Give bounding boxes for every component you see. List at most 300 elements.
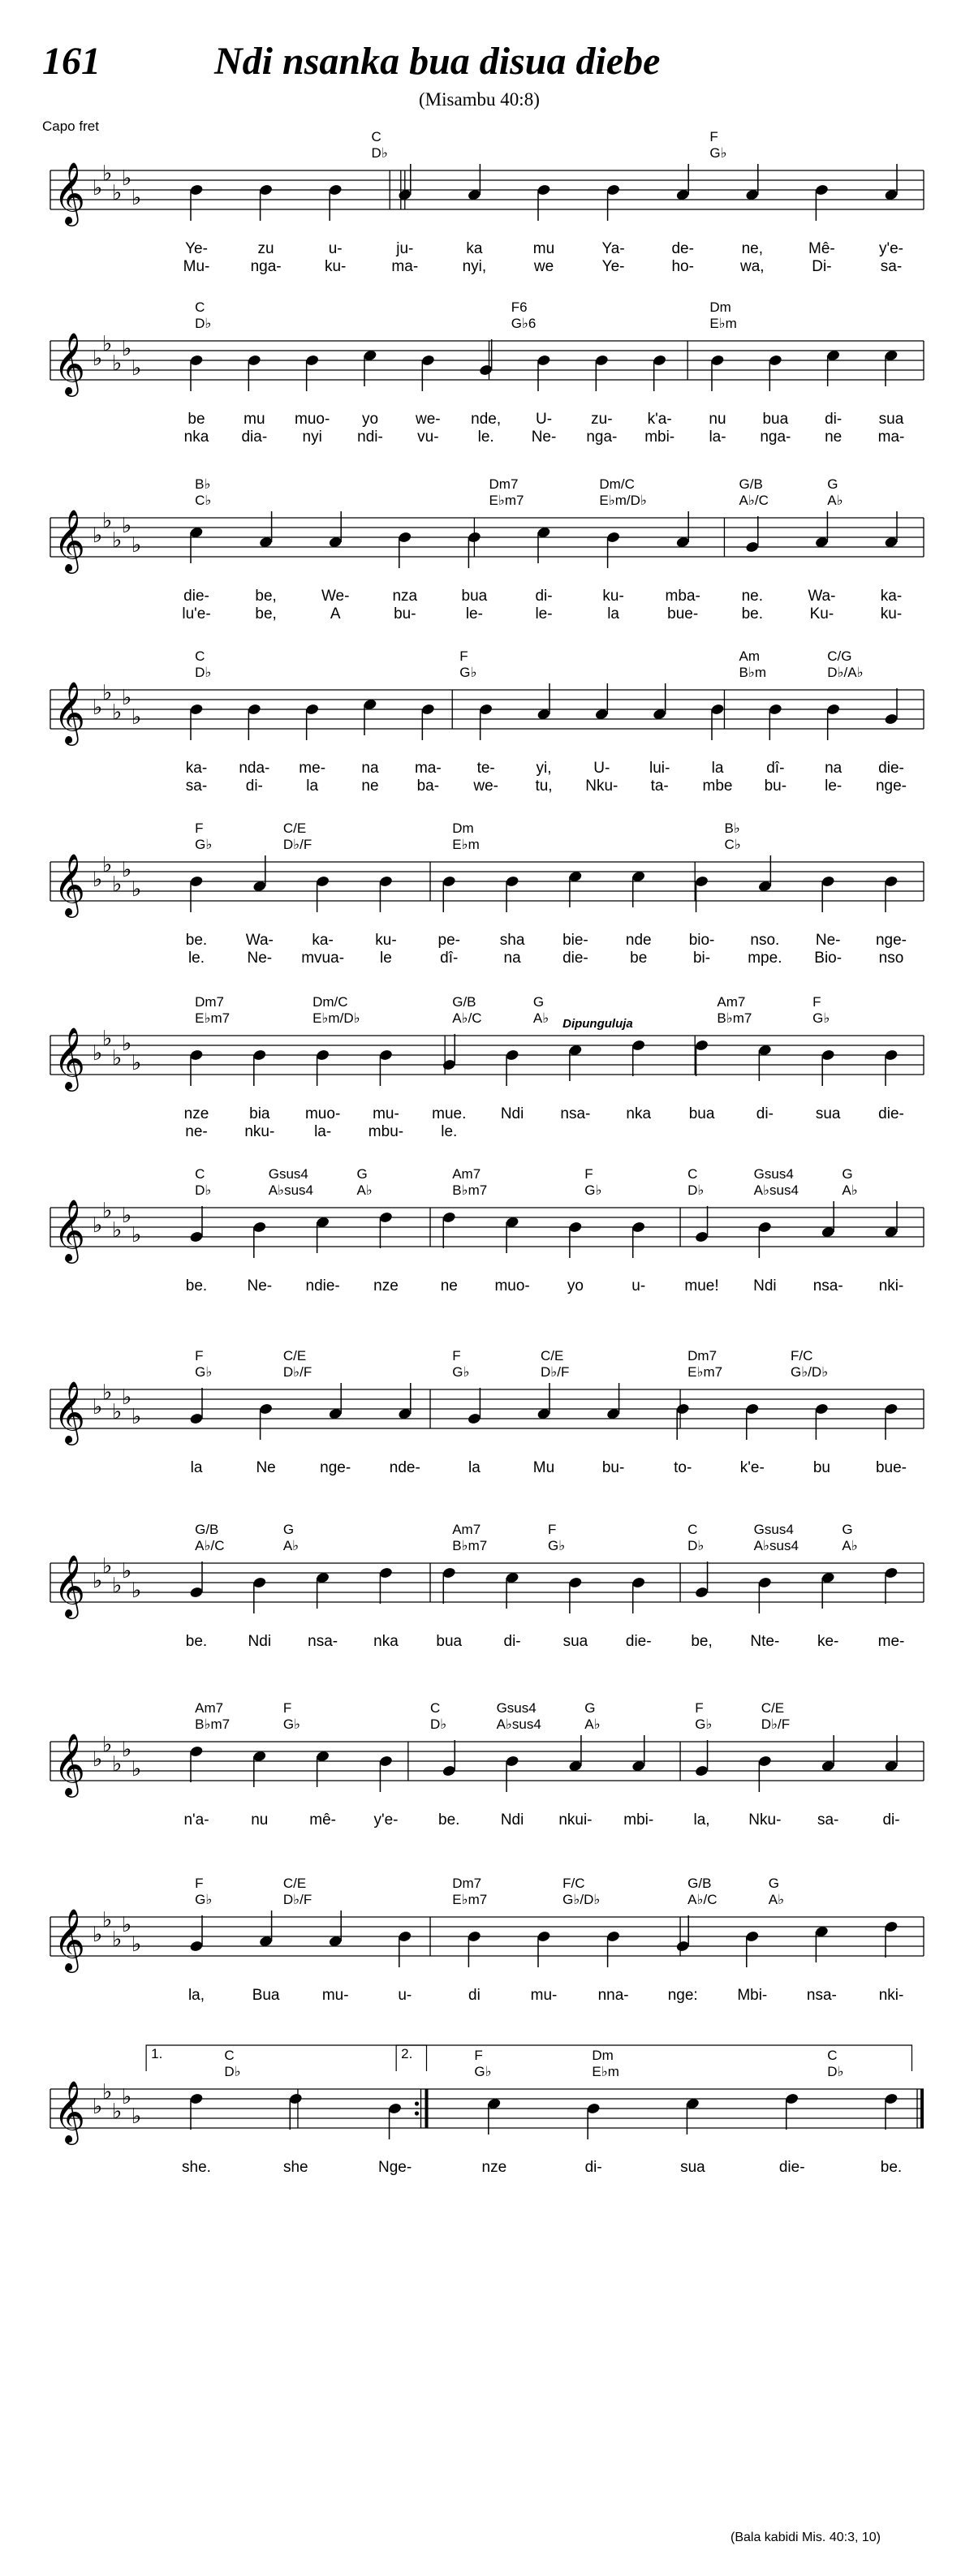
chord-symbol: C/G [827, 648, 852, 664]
flat-sign-icon: ♭ [131, 2104, 142, 2129]
lyric-syllable-verse1: ne [440, 1277, 458, 1294]
flat-sign-icon: ♭ [93, 347, 103, 371]
lyric-syllable-verse1: nze [481, 2159, 507, 2176]
performance-direction: Dipunguluja [562, 1017, 633, 1031]
lyric-syllable-verse1: la, [693, 1811, 710, 1829]
treble-clef-icon: 𝄞 [54, 1908, 86, 1971]
capo-chord-symbol: D♭ [195, 316, 212, 331]
lyric-syllable-verse1: bua [688, 1105, 715, 1122]
music-system [0, 641, 974, 820]
chord-symbol: C/E [540, 1348, 564, 1363]
lyric-syllable-verse1: bio- [688, 932, 715, 949]
lyric-syllable-verse1: Ndi [248, 1633, 272, 1650]
chord-symbol: Gsus4 [753, 1522, 794, 1537]
lyric-syllable-verse1: sua [680, 2159, 705, 2176]
lyric-syllable-verse1: die- [778, 2159, 805, 2176]
lyric-syllable-verse2: mbi- [644, 429, 675, 446]
chord-symbol: F [548, 1522, 557, 1537]
lyric-syllable-verse1: u- [328, 240, 343, 257]
chord-symbol: G [532, 994, 545, 1010]
flat-sign-icon: ♭ [102, 1554, 113, 1579]
capo-chord-symbol: G♭ [282, 1717, 301, 1732]
music-system [0, 2040, 974, 2219]
lyric-syllable-verse1: nso. [750, 932, 780, 949]
chord-symbol: Dm/C [312, 994, 348, 1010]
flat-sign-icon: ♭ [131, 1757, 142, 1781]
chord-symbol: G [356, 1166, 368, 1182]
chord-symbol: F [195, 821, 204, 836]
lyric-syllable-verse1: yo [361, 411, 379, 428]
chord-symbol: C [195, 299, 205, 315]
capo-chord-symbol: A♭sus4 [496, 1717, 541, 1732]
capo-chord-symbol: E♭m7 [687, 1364, 723, 1380]
chord-symbol: Dm7 [489, 476, 519, 492]
capo-label: Capo fret [42, 118, 99, 134]
flat-sign-icon: ♭ [112, 872, 123, 897]
lyric-syllable-verse2: nyi [302, 429, 322, 446]
lyric-syllable-verse1: die- [878, 1105, 904, 1122]
lyric-syllable-verse1: be, [255, 588, 277, 605]
lyric-syllable-verse1: U- [593, 760, 610, 777]
chord-symbol: G [842, 1166, 853, 1182]
capo-chord-symbol: A♭ [356, 1182, 373, 1198]
lyric-syllable-verse1: mbi- [623, 1811, 654, 1829]
capo-chord-symbol: B♭m7 [195, 1717, 231, 1732]
flat-sign-icon: ♭ [93, 1923, 103, 1947]
lyric-syllable-verse1: bu- [601, 1459, 625, 1476]
capo-chord-symbol: A♭sus4 [268, 1182, 314, 1198]
lyric-syllable-verse1: We- [321, 588, 350, 605]
lyric-syllable-verse2: ku- [324, 258, 347, 275]
capo-chord-symbol: B♭m7 [717, 1010, 752, 1026]
lyric-syllable-verse1: nda- [239, 760, 270, 777]
lyric-syllable-verse2: vu- [417, 429, 439, 446]
lyric-syllable-verse1: be. [185, 932, 208, 949]
capo-chord-symbol: C♭ [724, 837, 741, 852]
chord-symbol: F [452, 1348, 461, 1363]
music-system [0, 469, 974, 648]
chord-symbol: F [709, 129, 718, 144]
flat-sign-icon: ♭ [112, 1928, 123, 1952]
lyric-syllable-verse1: nze [373, 1277, 399, 1294]
chord-symbol: B♭ [195, 476, 211, 492]
lyric-syllable-verse1: ndie- [305, 1277, 340, 1294]
lyric-syllable-verse1: la [190, 1459, 203, 1476]
lyric-syllable-verse1: nge- [320, 1459, 351, 1476]
chord-symbol: C/E [761, 1700, 785, 1716]
lyric-syllable-verse1: mu- [530, 1987, 558, 2004]
lyric-syllable-verse1: di- [535, 588, 553, 605]
repeat-dot [415, 2101, 419, 2105]
lyric-syllable-verse1: nsa- [308, 1633, 338, 1650]
flat-sign-icon: ♭ [131, 877, 142, 902]
capo-chord-symbol: G♭ [195, 1364, 213, 1380]
chord-symbol: F [584, 1166, 593, 1182]
lyric-syllable-verse1: ku- [375, 932, 397, 949]
lyric-syllable-verse2: ta- [650, 778, 669, 795]
lyric-syllable-verse1: Bua [252, 1987, 280, 2004]
lyric-syllable-verse1: nze [183, 1105, 209, 1122]
chord-symbol: F [812, 994, 821, 1010]
lyric-syllable-verse2: wa, [740, 258, 765, 275]
flat-sign-icon: ♭ [102, 1908, 113, 1932]
final-barline [920, 2089, 924, 2128]
chord-symbol: Gsus4 [496, 1700, 537, 1716]
treble-clef-icon: 𝄞 [54, 853, 86, 915]
chord-symbol: Am7 [717, 994, 746, 1010]
lyric-syllable-verse1: la, [187, 1987, 205, 2004]
lyric-syllable-verse1: nka [373, 1633, 399, 1650]
flat-sign-icon: ♭ [112, 1752, 123, 1777]
lyric-syllable-verse1: di- [756, 1105, 774, 1122]
chord-symbol: F [695, 1700, 704, 1716]
lyric-syllable-verse1: Nte- [750, 1633, 780, 1650]
lyric-syllable-verse1: nde- [389, 1459, 420, 1476]
flat-sign-icon: ♭ [102, 853, 113, 877]
chord-symbol: Am7 [452, 1522, 481, 1537]
lyric-syllable-verse1: nsa- [806, 1987, 837, 2004]
lyric-syllable-verse2: nka [183, 429, 209, 446]
chord-symbol: Dm/C [599, 476, 635, 492]
lyric-syllable-verse2: mvua- [301, 950, 345, 967]
flat-sign-icon: ♭ [102, 509, 113, 533]
lyric-syllable-verse2: we- [473, 778, 498, 795]
chord-symbol: C [195, 1166, 205, 1182]
flat-sign-icon: ♭ [93, 523, 103, 548]
capo-chord-symbol: G♭/D♭ [790, 1364, 829, 1380]
flat-sign-icon: ♭ [102, 162, 113, 186]
lyric-syllable-verse1: die- [878, 760, 904, 777]
flat-sign-icon: ♭ [112, 1218, 123, 1243]
lyric-syllable-verse1: di- [825, 411, 843, 428]
repeat-barline [425, 2089, 429, 2128]
capo-chord-symbol: A♭/C [452, 1010, 482, 1026]
flat-sign-icon: ♭ [122, 2085, 132, 2109]
music-system [0, 1514, 974, 1693]
lyric-syllable-verse1: zu [257, 240, 274, 257]
volta-label: 1. [151, 2046, 163, 2061]
lyric-syllable-verse1: Ndi [500, 1105, 524, 1122]
volta-label: 2. [401, 2046, 413, 2061]
capo-chord-symbol: D♭/F [282, 1892, 312, 1907]
lyric-syllable-verse1: ne. [741, 588, 764, 605]
lyric-syllable-verse2: ku- [880, 605, 903, 622]
capo-chord-symbol: G♭ [812, 1010, 830, 1026]
hymn-title: Ndi nsanka bua disua diebe [214, 40, 661, 83]
lyric-syllable-verse1: di- [882, 1811, 900, 1829]
capo-chord-symbol: E♭m7 [195, 1010, 231, 1026]
lyric-syllable-verse2: ma- [877, 429, 905, 446]
lyric-syllable-verse1: yi, [536, 760, 552, 777]
flat-sign-icon: ♭ [131, 186, 142, 210]
lyric-syllable-verse1: bua [461, 588, 488, 605]
hymn-number: 161 [42, 40, 101, 83]
capo-chord-symbol: A♭/C [687, 1892, 718, 1907]
lyric-syllable-verse1: mu [244, 411, 265, 428]
capo-chord-symbol: D♭ [195, 1182, 212, 1198]
lyric-syllable-verse2: nku- [244, 1123, 275, 1140]
capo-chord-symbol: E♭m [709, 316, 737, 331]
treble-clef-icon: 𝄞 [54, 162, 86, 224]
flat-sign-icon: ♭ [122, 1913, 132, 1937]
lyric-syllable-verse1: Wa- [808, 588, 836, 605]
lyric-syllable-verse2: Ne- [531, 429, 557, 446]
flat-sign-icon: ♭ [131, 1405, 142, 1429]
lyric-syllable-verse1: mê- [309, 1811, 337, 1829]
lyric-syllable-verse2: sa- [185, 778, 208, 795]
flat-sign-icon: ♭ [131, 356, 142, 381]
lyric-syllable-verse2: be [630, 950, 648, 967]
chord-symbol: G/B [452, 994, 476, 1010]
lyric-syllable-verse1: nza [392, 588, 418, 605]
lyric-syllable-verse1: Ne- [815, 932, 841, 949]
capo-chord-symbol: A♭sus4 [753, 1182, 799, 1198]
lyric-syllable-verse1: Mu [532, 1459, 555, 1476]
flat-sign-icon: ♭ [122, 166, 132, 191]
capo-chord-symbol: D♭ [687, 1538, 705, 1553]
lyric-syllable-verse2: ne [361, 778, 379, 795]
chord-symbol: Dm7 [452, 1876, 482, 1891]
capo-chord-symbol: A♭ [532, 1010, 549, 1026]
flat-sign-icon: ♭ [112, 2100, 123, 2124]
lyric-syllable-verse1: mue! [684, 1277, 719, 1294]
chord-symbol: C [827, 2048, 838, 2063]
capo-chord-symbol: G♭ [195, 837, 213, 852]
lyric-syllable-verse1: u- [631, 1277, 646, 1294]
lyric-syllable-verse1: muo- [304, 1105, 341, 1122]
chord-symbol: F [195, 1348, 204, 1363]
capo-chord-symbol: D♭/F [282, 1364, 312, 1380]
flat-sign-icon: ♭ [131, 1932, 142, 1957]
flat-sign-icon: ♭ [93, 1213, 103, 1238]
lyric-syllable-verse2: le. [477, 429, 494, 446]
capo-chord-symbol: D♭ [430, 1717, 447, 1732]
music-system [0, 1341, 974, 1519]
lyric-syllable-verse1: nki- [878, 1987, 904, 2004]
capo-chord-symbol: E♭m/D♭ [312, 1010, 360, 1026]
lyric-syllable-verse1: bua [762, 411, 789, 428]
lyric-syllable-verse2: mbu- [368, 1123, 404, 1140]
capo-chord-symbol: G♭ [548, 1538, 566, 1553]
chord-symbol: F [282, 1700, 292, 1716]
flat-sign-icon: ♭ [131, 1579, 142, 1603]
lyric-syllable-verse2: be. [741, 605, 764, 622]
lyric-syllable-verse1: mu- [373, 1105, 399, 1122]
flat-sign-icon: ♭ [93, 2095, 103, 2119]
lyric-syllable-verse1: dî- [766, 760, 785, 777]
chord-symbol: C [687, 1166, 698, 1182]
capo-chord-symbol: A♭ [282, 1538, 300, 1553]
lyric-syllable-verse1: di- [584, 2159, 602, 2176]
lyric-syllable-verse1: Ndi [753, 1277, 777, 1294]
lyric-syllable-verse1: ka- [312, 932, 334, 949]
chord-symbol: C [687, 1522, 698, 1537]
capo-chord-symbol: G♭ [584, 1182, 602, 1198]
lyric-syllable-verse1: y'e- [373, 1811, 399, 1829]
lyric-syllable-verse1: ku- [602, 588, 624, 605]
lyric-syllable-verse2: we [533, 258, 554, 275]
capo-chord-symbol: A♭ [827, 493, 843, 508]
capo-chord-symbol: G♭ [709, 145, 727, 161]
chord-symbol: G [282, 1522, 295, 1537]
chord-symbol: G [768, 1876, 780, 1891]
capo-chord-symbol: A♭ [842, 1538, 858, 1553]
volta-bracket [146, 2045, 426, 2071]
chord-symbol: C [224, 2048, 235, 2063]
chord-symbol: Am7 [195, 1700, 224, 1716]
capo-chord-symbol: A♭/C [739, 493, 769, 508]
flat-sign-icon: ♭ [102, 1199, 113, 1223]
lyric-syllable-verse1: ka [466, 240, 483, 257]
capo-chord-symbol: E♭m/D♭ [599, 493, 647, 508]
lyric-syllable-verse1: to- [674, 1459, 692, 1476]
flat-sign-icon: ♭ [112, 700, 123, 725]
chord-symbol: F/C [562, 1876, 585, 1891]
capo-chord-symbol: G♭/D♭ [562, 1892, 601, 1907]
flat-sign-icon: ♭ [122, 1032, 132, 1056]
lyric-syllable-verse2: be, [255, 605, 277, 622]
lyric-syllable-verse1: na [825, 760, 843, 777]
lyric-syllable-verse1: bia [249, 1105, 270, 1122]
flat-sign-icon: ♭ [122, 1559, 132, 1583]
music-system [0, 292, 974, 471]
flat-sign-icon: ♭ [122, 1204, 132, 1228]
lyric-syllable-verse1: bue- [875, 1459, 907, 1476]
lyric-syllable-verse2: bue- [667, 605, 699, 622]
capo-chord-symbol: D♭ [195, 665, 212, 680]
flat-sign-icon: ♭ [93, 1395, 103, 1419]
flat-sign-icon: ♭ [93, 176, 103, 200]
lyric-syllable-verse1: nde [625, 932, 652, 949]
lyric-syllable-verse2: dia- [241, 429, 268, 446]
capo-chord-symbol: B♭m [739, 665, 767, 680]
capo-chord-symbol: A♭/C [195, 1538, 225, 1553]
lyric-syllable-verse1: de- [671, 240, 694, 257]
capo-chord-symbol: G♭ [474, 2064, 492, 2079]
capo-chord-symbol: D♭/F [761, 1717, 791, 1732]
lyric-syllable-verse1: Nku- [748, 1811, 782, 1829]
lyric-syllable-verse2: ma- [391, 258, 419, 275]
capo-chord-symbol: G♭6 [511, 316, 537, 331]
lyric-syllable-verse1: pe- [437, 932, 461, 949]
chord-symbol: C/E [282, 1876, 307, 1891]
lyric-syllable-verse2: nso [878, 950, 904, 967]
flat-sign-icon: ♭ [122, 686, 132, 710]
lyric-syllable-verse1: die- [625, 1633, 652, 1650]
lyric-syllable-verse1: we- [416, 411, 441, 428]
capo-chord-symbol: B♭m7 [452, 1182, 488, 1198]
chord-symbol: Dm [592, 2048, 614, 2063]
lyric-syllable-verse1: nka [626, 1105, 652, 1122]
lyric-syllable-verse1: n'a- [183, 1811, 209, 1829]
capo-chord-symbol: A♭ [768, 1892, 785, 1907]
capo-chord-symbol: C♭ [195, 493, 212, 508]
lyric-syllable-verse1: mue. [432, 1105, 467, 1122]
lyric-syllable-verse2: Mu- [183, 258, 210, 275]
lyric-syllable-verse2: nyi, [462, 258, 487, 275]
treble-clef-icon: 𝄞 [54, 332, 86, 394]
flat-sign-icon: ♭ [112, 181, 123, 205]
flat-sign-icon: ♭ [93, 1041, 103, 1066]
chord-symbol: F [474, 2048, 483, 2063]
lyric-syllable-verse2: le [380, 950, 392, 967]
lyric-syllable-verse1: Mbi- [737, 1987, 768, 2004]
lyric-syllable-verse2: lu'e- [182, 605, 211, 622]
lyric-syllable-verse2: di- [245, 778, 263, 795]
capo-chord-symbol: E♭m [592, 2064, 619, 2079]
treble-clef-icon: 𝄞 [54, 1554, 86, 1617]
lyric-syllable-verse2: sa- [880, 258, 903, 275]
music-system [0, 1693, 974, 1872]
lyric-syllable-verse2: la [306, 778, 319, 795]
lyric-syllable-verse1: nu [709, 411, 726, 428]
capo-chord-symbol: G♭ [695, 1717, 713, 1732]
capo-chord-symbol: D♭ [687, 1182, 705, 1198]
chord-symbol: Gsus4 [268, 1166, 308, 1182]
flat-sign-icon: ♭ [112, 528, 123, 553]
lyric-syllable-verse1: nsa- [560, 1105, 591, 1122]
lyric-syllable-verse2: ba- [416, 778, 440, 795]
lyric-syllable-verse1: nna- [597, 1987, 629, 2004]
lyric-syllable-verse1: na [361, 760, 379, 777]
lyric-syllable-verse1: bua [436, 1633, 463, 1650]
lyric-syllable-verse2: nge- [875, 778, 907, 795]
chord-symbol: G [827, 476, 838, 492]
lyric-syllable-verse1: ke- [817, 1633, 839, 1650]
flat-sign-icon: ♭ [93, 1569, 103, 1593]
lyric-syllable-verse1: bu [812, 1459, 830, 1476]
lyric-syllable-verse2: ndi- [357, 429, 383, 446]
flat-sign-icon: ♭ [112, 351, 123, 376]
lyric-syllable-verse1: be. [185, 1633, 208, 1650]
chord-symbol: C/E [282, 821, 307, 836]
flat-sign-icon: ♭ [122, 858, 132, 882]
lyric-syllable-verse1: di [468, 1987, 481, 2004]
chord-symbol: C/E [282, 1348, 307, 1363]
lyric-syllable-verse1: be. [438, 1811, 460, 1829]
treble-clef-icon: 𝄞 [54, 2080, 86, 2143]
lyric-syllable-verse1: la [711, 760, 724, 777]
lyric-syllable-verse1: ka- [185, 760, 208, 777]
treble-clef-icon: 𝄞 [54, 509, 86, 571]
music-system [0, 1868, 974, 2047]
lyric-syllable-verse2: Ye- [601, 258, 625, 275]
lyric-syllable-verse1: Ya- [601, 240, 625, 257]
lyric-syllable-verse1: nki- [878, 1277, 904, 1294]
lyric-syllable-verse1: k'e- [739, 1459, 765, 1476]
flat-sign-icon: ♭ [102, 1381, 113, 1405]
capo-chord-symbol: A♭ [842, 1182, 858, 1198]
lyric-syllable-verse1: muo- [494, 1277, 530, 1294]
chord-symbol: G [842, 1522, 853, 1537]
flat-sign-icon: ♭ [93, 1747, 103, 1772]
flat-sign-icon: ♭ [112, 1400, 123, 1424]
lyric-syllable-verse2: Di- [812, 258, 832, 275]
lyric-syllable-verse2: la- [314, 1123, 332, 1140]
lyric-syllable-verse1: be. [880, 2159, 903, 2176]
flat-sign-icon: ♭ [131, 533, 142, 558]
lyric-syllable-verse2: nga- [250, 258, 282, 275]
treble-clef-icon: 𝄞 [54, 1733, 86, 1795]
capo-chord-symbol: D♭/A♭ [827, 665, 864, 680]
lyric-syllable-verse1: she. [182, 2159, 211, 2176]
lyric-syllable-verse1: ka- [880, 588, 903, 605]
flat-sign-icon: ♭ [102, 1733, 113, 1757]
flat-sign-icon: ♭ [93, 868, 103, 892]
lyric-syllable-verse1: Mê- [808, 240, 835, 257]
treble-clef-icon: 𝄞 [54, 1027, 86, 1089]
chord-symbol: G/B [687, 1876, 712, 1891]
